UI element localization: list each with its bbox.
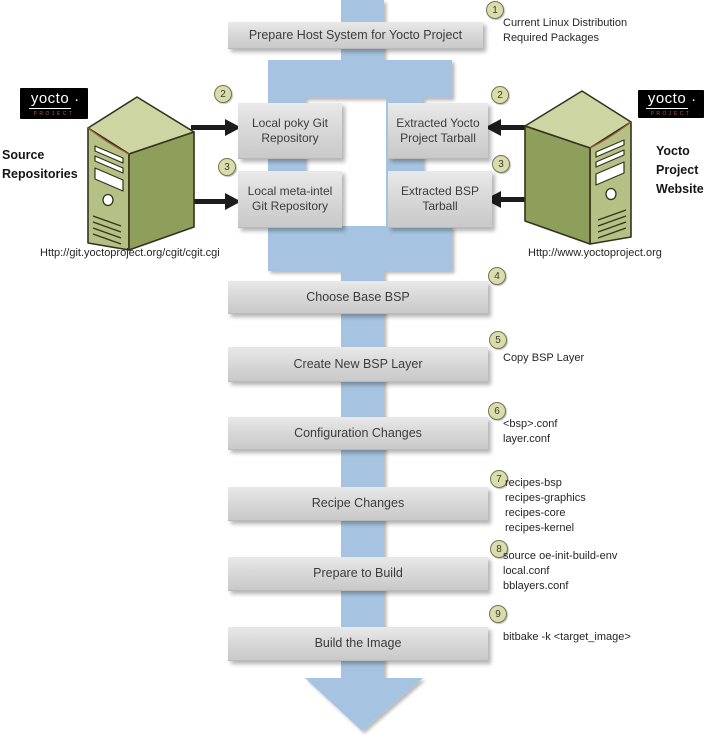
step-number-6: 6 <box>488 402 506 420</box>
label-source-repositories: Source Repositories <box>2 148 78 181</box>
box-local-meta-intel-git-repository: Local meta-intel Git Repository <box>238 171 342 228</box>
step-number-8: 8 <box>490 540 508 558</box>
server-left-icon <box>88 97 194 250</box>
step-number-9: 9 <box>489 605 507 623</box>
step-box-prepare-host: Prepare Host System for Yocto Project <box>228 22 483 49</box>
yocto-dot: · <box>691 91 697 108</box>
step-box-recipe-changes: Recipe Changes <box>228 487 488 521</box>
url-www-yoctoproject: Http://www.yoctoproject.org <box>528 247 662 259</box>
label-yocto-project-website: Yocto Project Website <box>656 144 704 196</box>
note-step-9: bitbake -k <target_image> <box>503 631 631 643</box>
yocto-wordmark: yocto <box>647 90 687 107</box>
repo-right-number-3: 3 <box>492 155 510 173</box>
yocto-project-subtext: PROJECT <box>33 110 75 117</box>
step-number-1: 1 <box>486 1 504 19</box>
note-step-1: Current Linux Distribution Required Packages <box>503 17 628 44</box>
note-step-6: <bsp>.conf layer.conf <box>503 418 558 445</box>
arrow-left-to-poky <box>191 119 241 136</box>
step-number-5: 5 <box>489 331 507 349</box>
yocto-wordmark: yocto <box>30 89 70 107</box>
repo-left-number-2: 2 <box>214 85 232 103</box>
step-box-choose-base-bsp: Choose Base BSP <box>228 281 488 314</box>
step-number-7: 7 <box>490 470 508 488</box>
step-box-build-the-image: Build the Image <box>228 627 488 661</box>
url-git-yoctoproject: Http://git.yoctoproject.org/cgit/cgit.cgi <box>40 247 220 259</box>
note-step-5: Copy BSP Layer <box>503 352 585 364</box>
box-extracted-yocto-project-tarball: Extracted Yocto Project Tarball <box>388 103 488 159</box>
step-box-create-new-bsp-layer: Create New BSP Layer <box>228 347 488 382</box>
step-box-configuration-changes: Configuration Changes <box>228 417 488 450</box>
repo-right-number-2: 2 <box>491 86 509 104</box>
yocto-logo-right <box>638 90 704 118</box>
yocto-logo-left <box>20 88 88 119</box>
repo-left-number-3: 3 <box>218 158 236 176</box>
note-step-7: recipes-bsp recipes-graphics recipes-core recipes-kernel <box>505 477 586 534</box>
box-extracted-bsp-tarball: Extracted BSP Tarball <box>388 171 492 228</box>
step-box-prepare-to-build: Prepare to Build <box>228 557 488 591</box>
yocto-project-subtext: PROJECT <box>650 111 692 117</box>
box-local-poky-git-repository: Local poky Git Repository <box>238 103 342 159</box>
arrow-left-to-meta-intel <box>191 193 241 210</box>
server-right-icon <box>525 91 631 244</box>
step-number-4: 4 <box>488 267 506 285</box>
note-step-8: source oe-init-build-env local.conf bblayers.conf <box>503 550 618 592</box>
yocto-dot: · <box>74 90 80 108</box>
